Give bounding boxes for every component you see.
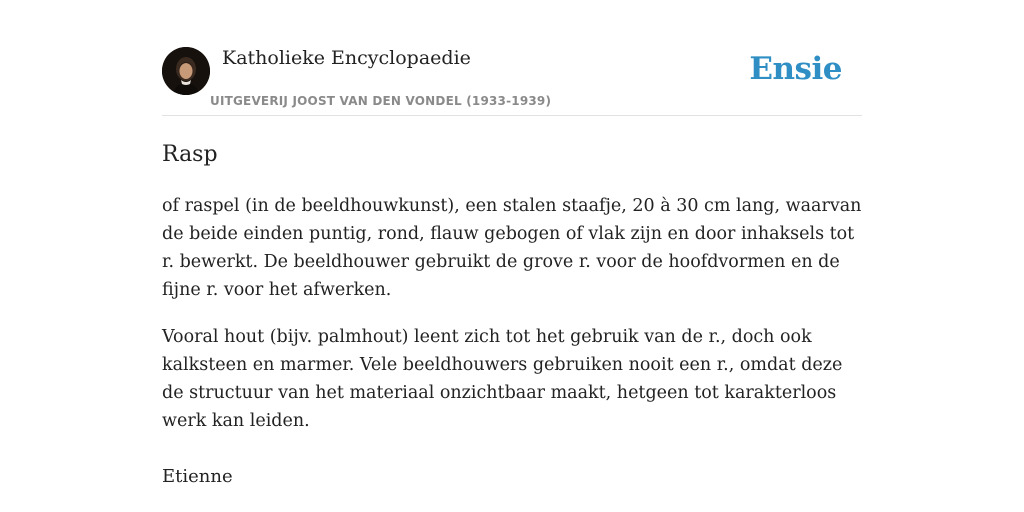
page — [162, 0, 862, 512]
site-title[interactable]: Katholieke Encyclopaedie — [222, 47, 471, 69]
site-header — [162, 0, 862, 116]
site-subtitle: UITGEVERIJ JOOST VAN DEN VONDEL (1933-1939) — [210, 94, 552, 108]
article-body — [162, 192, 862, 454]
article-paragraph: of raspel (in de beeldhouwkunst), een stalen staafje, 20 à 30 cm lang, waarvan de beide einden puntig, rond, flauw gebogen of vlak zijn en door inhaksels tot r. bewerkt. De beeldhouwer gebruikt de grove r. voor de hoofdvormen en de fijne r. voor het afwerken. — [162, 196, 862, 300]
article-title: Rasp — [162, 142, 218, 167]
article-paragraph: Vooral hout (bijv. palmhout) leent zich tot het gebruik van de r., doch ook kalksteen en marmer. Vele beeldhouwers gebruiken nooit een r., omdat deze de structuur van het materiaal onzichtbaar maakt, hetgeen tot karakterloos werk kan leiden. — [162, 327, 843, 431]
portrait-avatar-icon — [162, 47, 210, 95]
article-author: Etienne — [162, 466, 233, 487]
avatar[interactable] — [162, 47, 210, 95]
brand-logo[interactable]: Ensie — [749, 51, 842, 87]
